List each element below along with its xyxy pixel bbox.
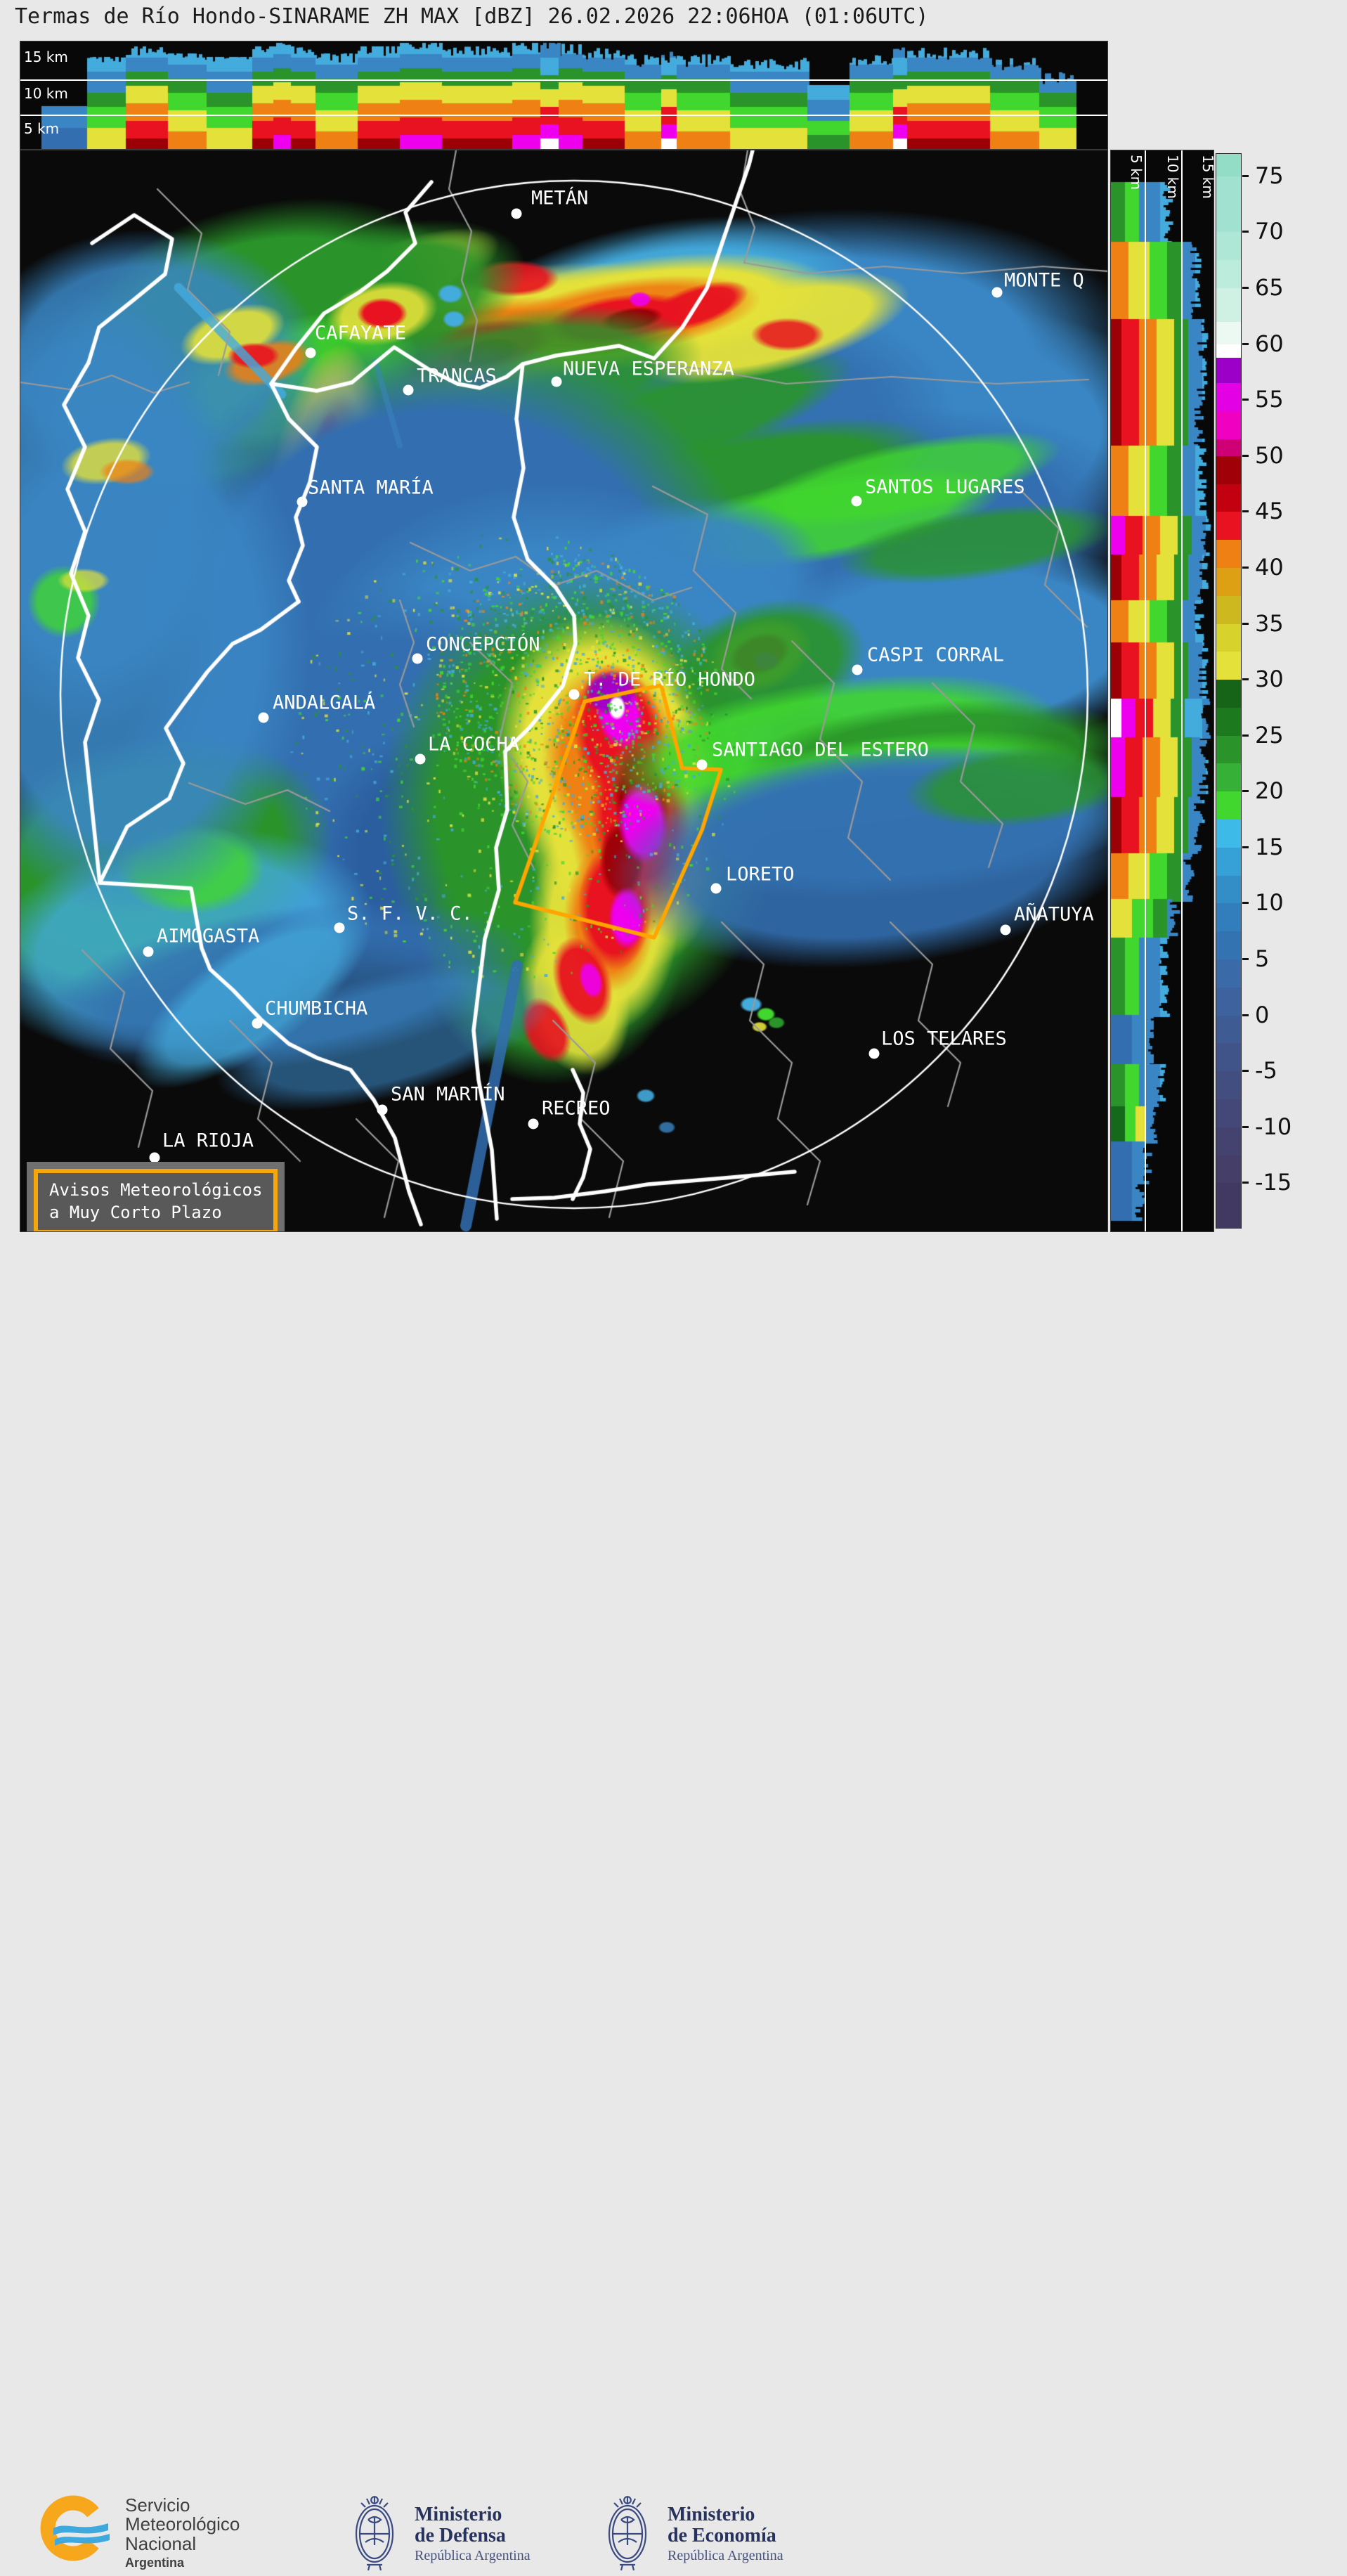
city-dot	[528, 1119, 539, 1130]
colorbar-tick-label: -5	[1255, 1057, 1277, 1085]
right-axis-label-5km: 5 km	[1128, 155, 1145, 190]
economia-line2: de Economía	[668, 2525, 776, 2547]
colorbar-tick-label: -10	[1255, 1113, 1292, 1140]
colorbar-tick-label: 45	[1255, 498, 1284, 525]
colorbar-tick-label: 0	[1255, 1001, 1270, 1028]
city-label: SANTOS LUGARES	[865, 476, 1025, 498]
top-gridline-10km	[20, 79, 1107, 81]
colorbar-segment	[1216, 176, 1241, 233]
colorbar-tick	[1242, 1182, 1249, 1184]
city-label: LOS TELARES	[881, 1028, 1007, 1050]
page-title: Termas de Río Hondo-SINARAME ZH MAX [dBZ] 26.02.2026 22:06HOA (01:06UTC)	[15, 4, 929, 29]
colorbar-segment	[1216, 652, 1241, 680]
colorbar-segment	[1216, 876, 1241, 904]
colorbar-tick	[1242, 623, 1249, 625]
city-dot	[852, 496, 862, 507]
colorbar-segment	[1216, 358, 1241, 384]
colorbar-segment	[1216, 232, 1241, 260]
city-label: CHUMBICHA	[265, 997, 368, 1020]
colorbar-tick-label: 5	[1255, 945, 1270, 972]
colorbar-tick	[1242, 1126, 1249, 1128]
economia-line1: Ministerio	[668, 2504, 755, 2525]
city-dot	[377, 1105, 388, 1115]
city-label: AÑATUYA	[1014, 903, 1094, 926]
colorbar-segment	[1216, 708, 1241, 736]
economia-coat-of-arms-icon	[600, 2483, 655, 2576]
city-dot	[252, 1018, 263, 1029]
top-axis-label-15km: 15 km	[24, 48, 68, 65]
right-profile-canvas	[1111, 150, 1213, 1231]
colorbar-tick	[1242, 958, 1249, 960]
colorbar-segment	[1216, 680, 1241, 708]
colorbar-segment	[1216, 988, 1241, 1016]
colorbar-tick-label: 65	[1255, 274, 1284, 301]
colorbar-segment	[1216, 1127, 1241, 1156]
dbz-colorbar	[1216, 153, 1242, 1229]
city-label: AIMOGASTA	[157, 925, 260, 947]
city-label: NUEVA ESPERANZA	[563, 358, 734, 380]
colorbar-tick	[1242, 678, 1249, 680]
colorbar-tick	[1242, 1014, 1249, 1016]
colorbar-tick-label: 55	[1255, 386, 1284, 413]
warning-legend-line1: Avisos Meteorológicos	[49, 1180, 263, 1200]
colorbar-segment	[1216, 322, 1241, 344]
city-label: CASPI CORRAL	[867, 644, 1005, 666]
top-profile-canvas	[20, 41, 1107, 149]
colorbar-tick-label: 70	[1255, 218, 1284, 245]
vertical-cross-section-top	[20, 41, 1108, 150]
defensa-line2: de Defensa	[415, 2525, 506, 2547]
colorbar-segment	[1216, 903, 1241, 931]
city-dot	[1001, 925, 1011, 936]
colorbar-segment	[1216, 624, 1241, 652]
warning-legend	[27, 1162, 285, 1232]
colorbar-tick	[1242, 567, 1249, 569]
colorbar-tick	[1242, 1070, 1249, 1072]
city-label: ANDALGALÁ	[273, 692, 376, 714]
top-axis-label-5km: 5 km	[24, 120, 60, 137]
defensa-line1: Ministerio	[415, 2504, 502, 2525]
vertical-cross-section-right	[1110, 150, 1214, 1232]
colorbar-segment	[1216, 288, 1241, 322]
colorbar-tick	[1242, 287, 1249, 289]
city-label: SAN MARTÍN	[391, 1083, 505, 1106]
right-axis-label-10km: 10 km	[1164, 155, 1181, 199]
colorbar-segment	[1216, 931, 1241, 959]
top-axis-label-10km: 10 km	[24, 85, 68, 102]
city-dot	[334, 923, 345, 933]
city-dot	[512, 209, 522, 219]
city-dot	[569, 690, 580, 700]
smn-logo-text	[125, 2496, 240, 2570]
defensa-line3: República Argentina	[415, 2548, 531, 2564]
colorbar-tick	[1242, 734, 1249, 737]
colorbar-segment	[1216, 484, 1241, 512]
colorbar-segment	[1216, 344, 1241, 358]
city-label: CONCEPCIÓN	[426, 633, 540, 656]
city-dot	[306, 348, 316, 358]
colorbar-tick-label: -15	[1255, 1169, 1292, 1196]
defensa-coat-of-arms-icon	[347, 2483, 402, 2576]
colorbar-segment	[1216, 791, 1241, 820]
colorbar-tick-label: 10	[1255, 889, 1284, 917]
footer	[0, 1239, 1347, 2570]
colorbar-segment	[1216, 848, 1241, 876]
colorbar-tick	[1242, 902, 1249, 904]
colorbar-tick-label: 40	[1255, 553, 1284, 581]
smn-line4: Argentina	[125, 2555, 185, 2570]
colorbar-tick	[1242, 175, 1249, 177]
colorbar-tick	[1242, 846, 1249, 848]
colorbar-tick-label: 50	[1255, 441, 1284, 469]
colorbar-segment	[1216, 154, 1241, 176]
smn-line2: Meteorológico	[125, 2513, 240, 2535]
colorbar-tick	[1242, 399, 1249, 401]
colorbar-segment	[1216, 959, 1241, 988]
city-dot	[697, 760, 708, 770]
city-dot	[412, 654, 423, 664]
warning-legend-line2: a Muy Corto Plazo	[49, 1203, 222, 1223]
smn-line3: Nacional	[125, 2532, 197, 2554]
colorbar-segment	[1216, 1043, 1241, 1071]
colorbar-tick-label: 30	[1255, 666, 1284, 693]
top-gridline-5km	[20, 115, 1107, 116]
city-label: RECREO	[542, 1097, 611, 1120]
city-dot	[711, 884, 722, 894]
colorbar-tick-label: 75	[1255, 162, 1284, 189]
colorbar-segment	[1216, 512, 1241, 540]
city-label: SANTA MARÍA	[308, 477, 434, 499]
smn-logo-icon	[39, 2492, 122, 2563]
colorbar-tick	[1242, 510, 1249, 512]
city-dot	[259, 713, 269, 723]
city-label: TRANCAS	[417, 365, 497, 387]
city-dot	[992, 287, 1003, 298]
colorbar-segment	[1216, 1099, 1241, 1127]
right-gridline-5km	[1145, 150, 1146, 1231]
colorbar-tick-label: 25	[1255, 721, 1284, 749]
city-label: CAFAYATE	[315, 322, 407, 344]
radar-map	[20, 150, 1108, 1232]
colorbar-segment	[1216, 1156, 1241, 1184]
colorbar-segment	[1216, 596, 1241, 624]
colorbar-tick	[1242, 231, 1249, 233]
colorbar-tick	[1242, 455, 1249, 457]
colorbar-tick-label: 60	[1255, 330, 1284, 357]
colorbar-segment	[1216, 456, 1241, 484]
colorbar-segment	[1216, 1183, 1241, 1228]
city-label: S. F. V. C.	[347, 902, 473, 925]
city-dot	[403, 385, 414, 396]
colorbar-tick	[1242, 343, 1249, 345]
city-label: METÁN	[531, 187, 589, 209]
colorbar-tick	[1242, 790, 1249, 792]
colorbar-segment	[1216, 763, 1241, 791]
city-dot	[143, 947, 154, 957]
economia-text	[668, 2504, 783, 2564]
city-dot	[415, 754, 426, 765]
colorbar-segment	[1216, 540, 1241, 568]
city-dot	[552, 377, 562, 387]
smn-line1: Servicio	[125, 2494, 190, 2516]
colorbar-tick-label: 35	[1255, 609, 1284, 637]
city-label: LORETO	[726, 863, 795, 886]
colorbar-segment	[1216, 260, 1241, 288]
city-label: T. DE RÍO HONDO	[584, 668, 755, 691]
defensa-text	[415, 2504, 531, 2564]
colorbar-segment	[1216, 411, 1241, 439]
city-label: LA COCHA	[428, 733, 520, 756]
city-label: SANTIAGO DEL ESTERO	[712, 739, 929, 761]
colorbar-segment	[1216, 736, 1241, 764]
colorbar-segment	[1216, 568, 1241, 596]
colorbar-segment	[1216, 383, 1241, 411]
right-axis-label-15km: 15 km	[1199, 155, 1216, 199]
colorbar-segment	[1216, 1071, 1241, 1099]
right-gridline-10km	[1181, 150, 1183, 1231]
city-label: LA RIOJA	[162, 1130, 254, 1152]
city-dot	[297, 497, 308, 507]
colorbar-tick-label: 15	[1255, 833, 1284, 860]
colorbar-segment	[1216, 1016, 1241, 1044]
city-dot	[869, 1049, 880, 1059]
radar-map-canvas	[20, 150, 1107, 1231]
colorbar-tick-label: 20	[1255, 777, 1284, 805]
colorbar-segment	[1216, 820, 1241, 848]
city-dot	[852, 665, 863, 675]
colorbar-segment	[1216, 439, 1241, 456]
city-label: MONTE Q	[1004, 269, 1084, 292]
economia-line3: República Argentina	[668, 2548, 783, 2564]
